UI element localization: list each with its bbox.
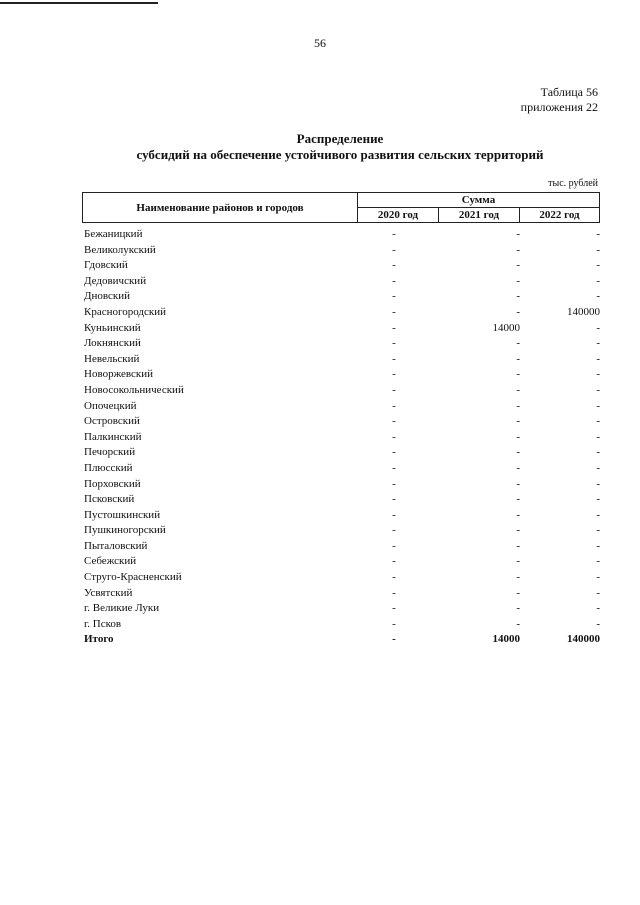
value-2021: - — [516, 352, 520, 365]
value-2021: - — [516, 228, 520, 240]
header-year-2022: 2022 год — [539, 209, 580, 221]
value-2021: - — [516, 571, 520, 584]
value-2021: - — [516, 259, 520, 272]
unit-note: тыс. рублей — [548, 178, 598, 189]
table-row — [84, 492, 602, 508]
table-row — [84, 570, 602, 586]
value-2021: 14000 — [492, 321, 520, 334]
district-name: Дновский — [84, 290, 131, 303]
value-2022: - — [596, 539, 600, 552]
value-2021: - — [516, 290, 520, 303]
value-2020: - — [392, 368, 396, 381]
table-row — [84, 554, 602, 570]
value-2021: - — [516, 446, 520, 459]
district-name: Пушкиногорский — [84, 524, 166, 537]
table-row — [84, 305, 602, 321]
table-row — [84, 367, 602, 383]
value-2020: - — [392, 633, 396, 646]
table-row — [84, 461, 602, 477]
table-row — [84, 601, 602, 617]
value-2022: 140000 — [567, 305, 600, 318]
table-row — [84, 414, 602, 430]
district-name: Псковский — [84, 493, 135, 506]
value-2021: - — [516, 493, 520, 506]
value-2022: - — [596, 461, 600, 474]
value-2022: - — [596, 477, 600, 490]
value-2022: - — [596, 383, 600, 396]
total-row — [84, 632, 602, 648]
header-name-column: Наименование районов и городов — [83, 193, 358, 222]
table-ref-line2: приложения 22 — [520, 100, 598, 114]
value-2022: - — [596, 586, 600, 599]
value-2022: - — [596, 321, 600, 334]
page-number: 56 — [314, 36, 326, 50]
value-2021: - — [516, 508, 520, 521]
value-2020: - — [392, 571, 396, 584]
value-2020: - — [392, 228, 396, 240]
value-2021: - — [516, 586, 520, 599]
value-2022: - — [596, 508, 600, 521]
district-name: Куньинский — [84, 321, 141, 334]
value-2022: - — [596, 555, 600, 568]
table-row — [84, 289, 602, 305]
district-name: Невельский — [84, 352, 140, 365]
value-2022: - — [596, 337, 600, 350]
value-2021: - — [516, 383, 520, 396]
district-name: Порховский — [84, 477, 141, 490]
value-2021: - — [516, 368, 520, 381]
value-2020: - — [392, 555, 396, 568]
value-2020: - — [392, 524, 396, 537]
value-2021: - — [516, 415, 520, 428]
value-2020: - — [392, 430, 396, 443]
district-name: Бежаницкий — [84, 228, 143, 240]
value-2020: - — [392, 446, 396, 459]
value-2020: - — [392, 321, 396, 334]
value-2021: - — [516, 555, 520, 568]
value-2022: - — [596, 617, 600, 630]
table-row — [84, 508, 602, 524]
header-year-2021: 2021 год — [439, 208, 520, 222]
value-2021: - — [516, 477, 520, 490]
table-row — [84, 586, 602, 602]
district-name: Итого — [84, 633, 114, 646]
district-name: г. Великие Луки — [84, 602, 160, 615]
value-2022: - — [596, 259, 600, 272]
table-header — [82, 192, 600, 223]
district-name: Пыталовский — [84, 539, 148, 552]
table-row — [84, 258, 602, 274]
value-2021: - — [516, 274, 520, 287]
value-2020: - — [392, 337, 396, 350]
document-title — [80, 131, 600, 163]
district-name: Палкинский — [84, 430, 142, 443]
value-2022: - — [596, 430, 600, 443]
table-row — [84, 336, 602, 352]
district-name: Усвятский — [84, 586, 133, 599]
district-name: г. Псков — [84, 617, 122, 630]
table-row — [84, 399, 602, 415]
value-2020: - — [392, 493, 396, 506]
title-line2: субсидий на обеспечение устойчивого развития сельских территорий — [136, 147, 544, 162]
table-row — [84, 445, 602, 461]
table-reference — [521, 85, 598, 115]
district-name: Пустошкинский — [84, 508, 161, 521]
value-2020: - — [392, 539, 396, 552]
district-name: Печорский — [84, 446, 136, 459]
value-2021: - — [516, 305, 520, 318]
value-2022: - — [596, 571, 600, 584]
table-row — [84, 539, 602, 555]
value-2020: - — [392, 508, 396, 521]
value-2020: - — [392, 415, 396, 428]
value-2022: - — [596, 228, 600, 240]
table-row — [84, 430, 602, 446]
value-2021: - — [516, 243, 520, 256]
table-row — [84, 617, 602, 633]
district-name: Струго-Красненский — [84, 571, 182, 584]
value-2020: - — [392, 352, 396, 365]
district-name: Красногородский — [84, 305, 167, 318]
table-row — [84, 243, 602, 259]
value-2021: - — [516, 399, 520, 412]
value-2020: - — [392, 477, 396, 490]
value-2020: - — [392, 259, 396, 272]
table-body — [84, 227, 602, 648]
value-2022: - — [596, 352, 600, 365]
district-name: Новоржевский — [84, 368, 154, 381]
district-name: Дедовичский — [84, 274, 147, 287]
table-row — [84, 383, 602, 399]
district-name: Плюсский — [84, 461, 133, 474]
header-year-2020: 2020 год — [358, 208, 439, 222]
value-2022: 140000 — [567, 633, 600, 646]
table-row — [84, 352, 602, 368]
value-2020: - — [392, 305, 396, 318]
district-name: Себежский — [84, 555, 137, 568]
value-2020: - — [392, 602, 396, 615]
table-row — [84, 321, 602, 337]
top-rule — [0, 2, 158, 4]
table-ref-line1: Таблица 56 — [540, 85, 598, 99]
value-2022: - — [596, 243, 600, 256]
table-row — [84, 523, 602, 539]
district-name: Гдовский — [84, 259, 128, 272]
value-2022: - — [596, 493, 600, 506]
district-name: Великолукский — [84, 243, 156, 256]
value-2022: - — [596, 415, 600, 428]
value-2021: - — [516, 430, 520, 443]
district-name: Локнянский — [84, 337, 141, 350]
table-row — [84, 477, 602, 493]
value-2022: - — [596, 368, 600, 381]
title-line1: Распределение — [296, 131, 384, 146]
value-2021: - — [516, 461, 520, 474]
value-2020: - — [392, 461, 396, 474]
value-2022: - — [596, 290, 600, 303]
value-2021: - — [516, 539, 520, 552]
value-2021: - — [516, 524, 520, 537]
value-2022: - — [596, 602, 600, 615]
header-sum: Сумма — [358, 193, 599, 208]
value-2022: - — [596, 399, 600, 412]
value-2020: - — [392, 290, 396, 303]
value-2020: - — [392, 617, 396, 630]
value-2022: - — [596, 274, 600, 287]
value-2022: - — [596, 446, 600, 459]
value-2021: 14000 — [492, 633, 520, 646]
value-2021: - — [516, 337, 520, 350]
value-2020: - — [392, 383, 396, 396]
value-2020: - — [392, 399, 396, 412]
value-2021: - — [516, 617, 520, 630]
value-2020: - — [392, 586, 396, 599]
table-row — [84, 274, 602, 290]
district-name: Опочецкий — [84, 399, 137, 412]
value-2021: - — [516, 602, 520, 615]
value-2020: - — [392, 274, 396, 287]
value-2022: - — [596, 524, 600, 537]
district-name: Островский — [84, 415, 140, 428]
district-name: Новосокольнический — [84, 383, 184, 396]
table-row — [84, 227, 602, 243]
value-2020: - — [392, 243, 396, 256]
